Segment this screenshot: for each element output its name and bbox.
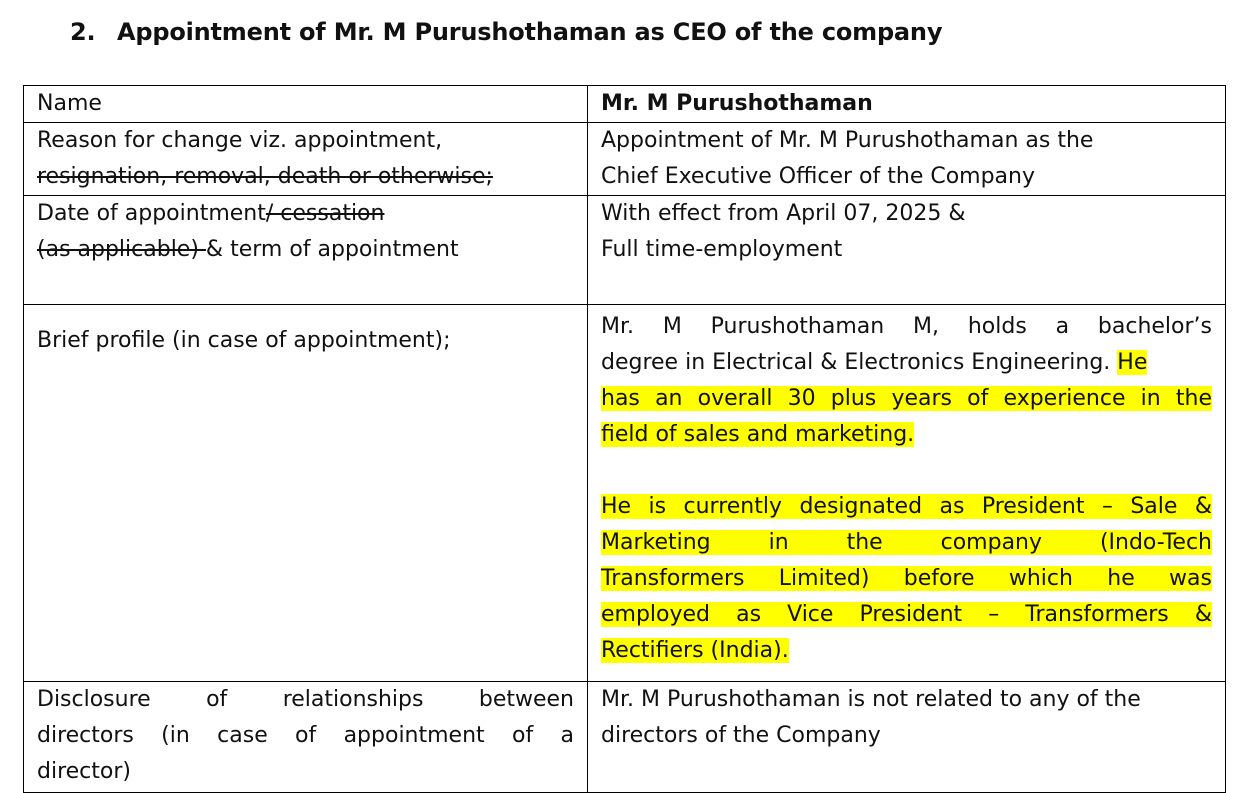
section-number: 2. [70,18,96,46]
profile-p2-line2 [601,525,1212,561]
table-row-reason [24,123,1226,196]
profile-p2-line2-highlight: Marketing in the company (Indo-Tech [601,530,1212,555]
profile-p2-line3-highlight: Transformers Limited) before which he was [601,566,1212,591]
profile-p1-line4-highlight: field of sales and marketing. [601,422,915,447]
profile-p1-line3-highlight: has an overall 30 plus years of experience in the [601,386,1212,411]
reason-label-cell [24,123,588,196]
date-label-line2 [37,232,574,268]
profile-p2-line5-highlight: Rectifiers (India). [601,638,789,663]
reason-value-line2: Chief Executive Officer of the Company [601,164,1036,189]
disclosure-label-line2: directors (in case of appointment of a [37,723,574,748]
table-row-date [24,196,1226,305]
profile-p1-line3 [601,381,1212,417]
profile-label: Brief profile (in case of appointment); [37,328,451,353]
profile-p1-line2 [601,345,1212,381]
table-row-profile [24,305,1226,682]
date-value-line2: Full time-employment [601,237,843,262]
date-label-line1 [37,196,574,232]
disclosure-value-line2: directors of the Company [601,723,881,748]
profile-p2-line4 [601,597,1212,633]
name-value-cell [588,86,1226,123]
reason-label-line1: Reason for change viz. appointment, [37,128,443,153]
date-label-cell [24,196,588,305]
profile-p2-line1-highlight: He is currently designated as President – Sale & [601,494,1212,519]
profile-p2-line3 [601,561,1212,597]
disclosure-value-cell [588,682,1226,793]
reason-value-line1: Appointment of Mr. M Purushothaman as the [601,128,1094,153]
profile-p2-line1 [601,489,1212,525]
disclosure-label-line1: Disclosure of relationships between [37,687,574,712]
name-label-cell [24,86,588,123]
profile-p2-line4-highlight: employed as Vice President – Transformers & [601,602,1212,627]
profile-p1-line4 [601,417,1212,453]
date-label-text: Date of appointment [37,201,266,226]
reason-value-cell [588,123,1226,196]
profile-value-cell [588,305,1226,682]
appointment-details-table [23,85,1226,793]
disclosure-value-line1: Mr. M Purushothaman is not related to any of the [601,687,1141,712]
name-value: Mr. M Purushothaman [601,91,873,116]
name-label: Name [37,91,102,116]
profile-p1-line2-highlight: He [1117,350,1148,375]
disclosure-label-line3: director) [37,759,131,784]
date-value-cell [588,196,1226,305]
paragraph-spacer [601,453,1212,489]
disclosure-label-cell [24,682,588,793]
table-row-name [24,86,1226,123]
date-label-struck-cessation: / cessation [265,201,385,226]
table-row-disclosure [24,682,1226,793]
profile-label-cell [24,305,588,682]
profile-p1-line1: Mr. M Purushothaman M, holds a bachelor’s [601,314,1212,339]
reason-label-line2-struck: resignation, removal, death or otherwise; [37,164,493,189]
date-value-line1: With effect from April 07, 2025 & [601,201,966,226]
date-label-term: & term of appointment [205,237,459,262]
section-heading [70,18,942,46]
date-label-struck-applicable: (as applicable) [37,237,206,262]
profile-p1-line2-plain: degree in Electrical & Electronics Engineering. [601,350,1118,375]
profile-p2-line5 [601,633,1212,669]
section-title: Appointment of Mr. M Purushothaman as CEO of the company [117,18,943,46]
